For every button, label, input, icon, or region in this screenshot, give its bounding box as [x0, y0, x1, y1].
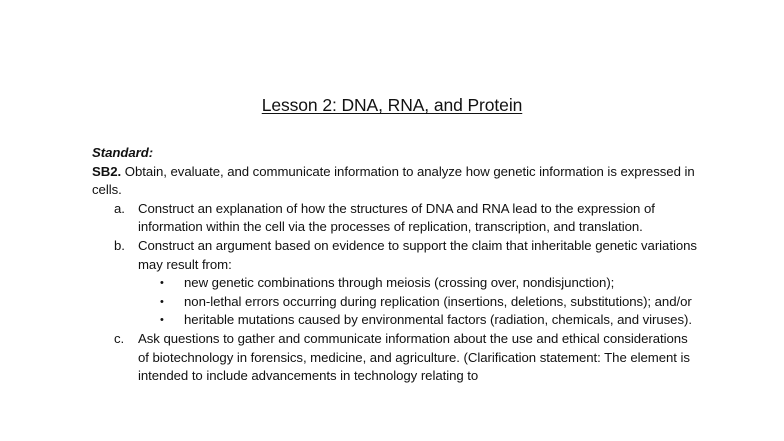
bullet-text: heritable mutations caused by environmental factors (radiation, chemicals, and viruses).: [184, 312, 692, 328]
bullet-icon: •: [160, 277, 164, 290]
bullet-item: [92, 293, 702, 312]
standard-code: SB2.: [92, 163, 122, 179]
standard-section: [92, 144, 702, 386]
bullet-item: [92, 311, 702, 330]
lesson-title: Lesson 2: DNA, RNA, and Protein: [261, 95, 523, 115]
bullet-item: [92, 274, 702, 293]
bullet-icon: •: [160, 314, 164, 327]
element-b: [92, 237, 702, 274]
standard-text: Obtain, evaluate, and communicate information to analyze how genetic information is expressed in cells.: [92, 163, 695, 198]
element-a: [92, 200, 702, 237]
bullet-icon: •: [160, 295, 164, 308]
standard-label: Standard:: [92, 145, 154, 160]
element-text: Construct an explanation of how the structures of DNA and RNA lead to the expression of information within the cell via the processes of replication, transcription, and translation.: [138, 200, 655, 235]
element-text: Ask questions to gather and communicate information about the use and ethical considerations of biotechnology in forensics, medicine, and agriculture. (Clarification statement: The element is intended to include advancements in technology relating to: [138, 330, 690, 384]
bullet-text: new genetic combinations through meiosis (crossing over, nondisjunction);: [184, 275, 615, 291]
bullet-text: non-lethal errors occurring during replication (insertions, deletions, substitutions); and/or: [184, 293, 692, 309]
element-marker: b.: [114, 237, 125, 253]
element-marker: c.: [114, 330, 125, 346]
element-c: [92, 330, 702, 386]
element-text: Construct an argument based on evidence to support the claim that inheritable genetic variations may result from:: [138, 237, 697, 272]
standard-statement: [92, 163, 702, 200]
element-marker: a.: [114, 200, 125, 216]
